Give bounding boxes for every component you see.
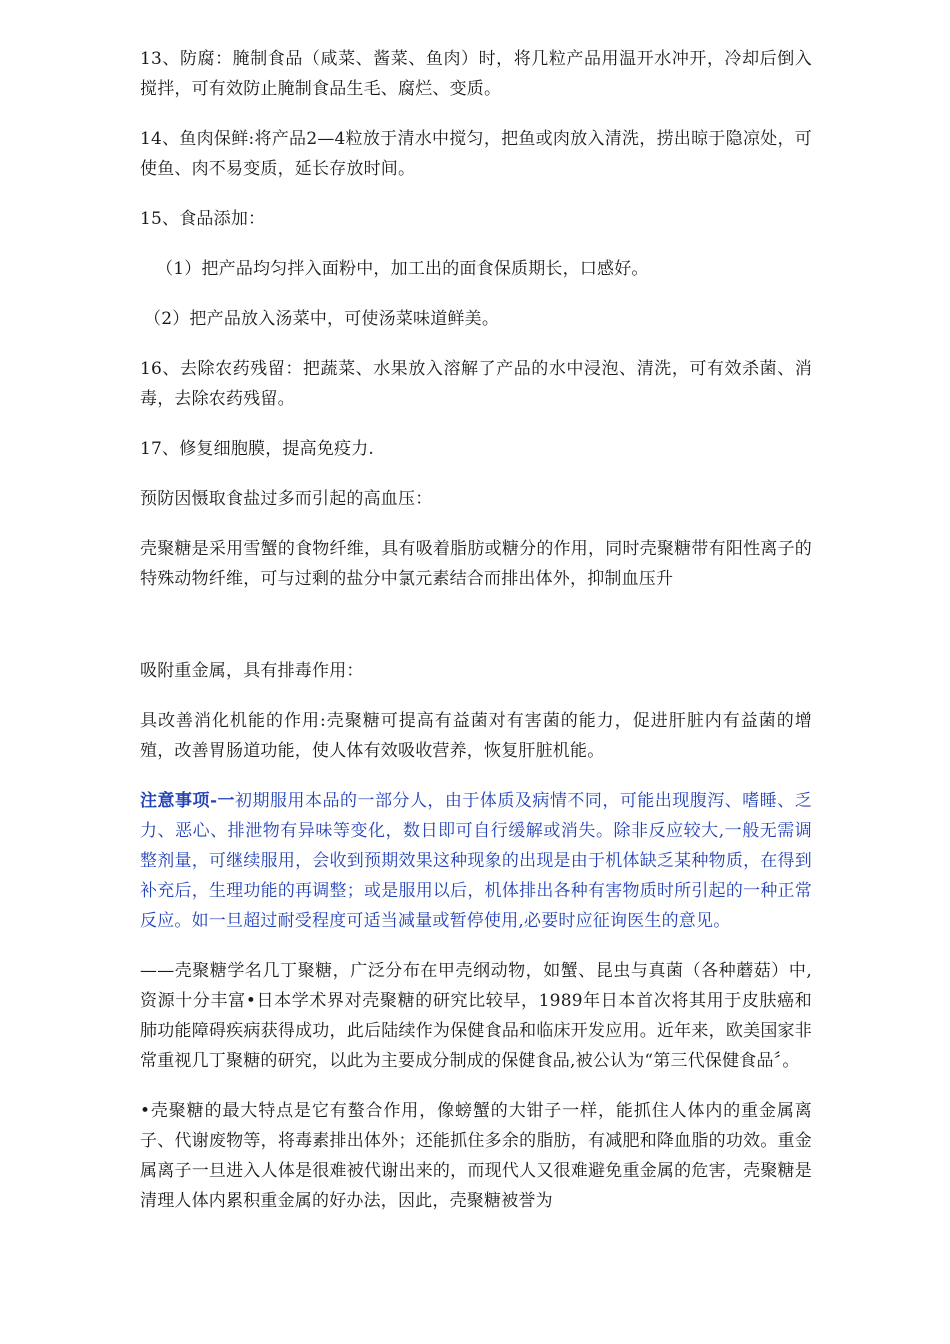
notice-label: 注意事项-一 [140, 791, 236, 811]
paragraph-notice [140, 786, 812, 936]
heading-blood-pressure: 预防因慑取食盐过多而引起的高血压： [140, 489, 433, 509]
paragraph-14-fish-meat-preservation: 14、鱼肉保鲜:将产品2—4粒放于清水中搅匀，把鱼或肉放入清洗，捞出晾于隐凉处，可使鱼、肉不易变质，延长存放时间。 [140, 129, 812, 179]
heading-heavy-metal: 吸附重金属，具有排毒作用： [140, 661, 364, 681]
paragraph-17-cell-membrane: 17、修复细胞膜，提高免疫力. [140, 439, 375, 459]
notice-body: 初期服用本品的一部分人，由于体质及病情不同，可能出现腹泻、嗜睡、乏力、恶心、排泄物有异味等变化，数日即可自行缓解或消失。除非反应较大,一般无需调整剂量，可继续服用，会收到预期效果这种现象的出现是由于机体缺乏某种物质，在得到补充后，生理功能的再调整；或是服用以后，机体排出各种有害物质时所引起的一种正常反应。如一旦超过耐受程度可适当减量或暂停使用,必要时应征询医生的意见。 [140, 791, 812, 931]
paragraph-blood-pressure: 壳聚糖是采用雪蟹的食物纤维，具有吸着脂肪或糖分的作用，同时壳聚糖带有阳性离子的特殊动物纤维，可与过剩的盐分中氯元素结合而排出体外，抑制血压升 [140, 539, 812, 589]
paragraph-chitosan-feature: •壳聚糖的最大特点是它有螯合作用，像螃蟹的大钳子一样，能抓住人体内的重金属离子、代谢废物等，将毒素排出体外；还能抓住多余的脂肪，有减肥和降血脂的功效。重金属离子一旦进入人体是很难被代谢出来的，而现代人又很难避免重金属的危害，壳聚糖是清理人体内累积重金属的好办法，因此，壳聚糖被誉为 [140, 1101, 812, 1211]
paragraph-13-antiseptic: 13、防腐：腌制食品（咸菜、酱菜、鱼肉）时，将几粒产品用温开水冲开，冷却后倒入搅拌，可有效防止腌制食品生毛、腐烂、变质。 [140, 49, 812, 99]
paragraph-15-item-1: （1）把产品均匀拌入面粉中，加工出的面食保质期长，口感好。 [156, 259, 649, 279]
paragraph-digestion: 具改善消化机能的作用:壳聚糖可提高有益菌对有害菌的能力，促进肝脏内有益菌的增殖，改善胃肠道功能，使人体有效吸收营养，恢复肝脏机能。 [140, 711, 812, 761]
paragraph-chitosan-intro: ——壳聚糖学名几丁聚糖，广泛分布在甲壳纲动物，如蟹、昆虫与真菌（各种蘑菇）中,资源十分丰富•日本学术界对壳聚糖的研究比较早，1989年日本首次将其用于皮肤癌和肺功能障碍疾病获得成功，此后陆续作为保健食品和临床开发应用。近年来，欧美国家非常重视几丁聚糖的研究，以此为主要成分制成的保健食品,被公认为“第三代保健食品〞。 [140, 961, 812, 1071]
paragraph-16-pesticide-removal: 16、去除农药残留：把蔬菜、水果放入溶解了产品的水中浸泡、清洗，可有效杀菌、消毒，去除农药残留。 [140, 359, 812, 409]
document-page [140, 44, 812, 1236]
paragraph-15-food-additive: 15、食品添加： [140, 209, 266, 229]
paragraph-15-item-2: （2）把产品放入汤菜中，可使汤菜味道鲜美。 [144, 309, 500, 329]
